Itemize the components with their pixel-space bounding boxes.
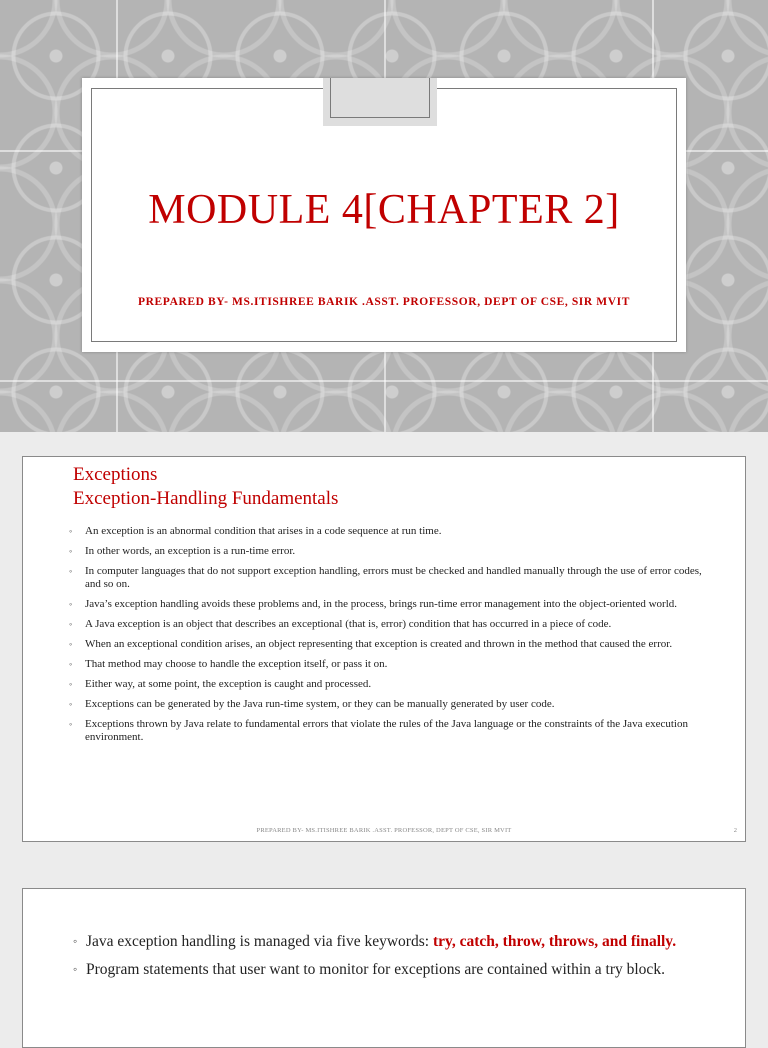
decorative-tab-frame <box>330 78 430 118</box>
page-number: 2 <box>733 827 737 834</box>
bullet-list <box>73 931 703 987</box>
list-item <box>73 931 703 952</box>
bullet-marker: ◦ <box>69 699 73 709</box>
list-item <box>69 618 709 631</box>
title-slide <box>0 0 768 432</box>
bullet-marker: ◦ <box>69 679 73 689</box>
slide-footer: PREPARED BY- MS.ITISHREE BARIK .ASST. PROFESSOR, DEPT OF CSE, SIR MVIT <box>256 827 512 834</box>
decorative-tab <box>323 78 437 126</box>
bullet-text: Exceptions thrown by Java relate to fundamental errors that violate the rules of the Java language or the constraints of the Java execution environment. <box>85 718 688 743</box>
bullet-text: When an exceptional condition arises, an object representing that exception is created and thrown in the method that caused the error. <box>85 638 673 650</box>
bullet-text: In computer languages that do not support exception handling, errors must be checked and handled manually through the use of error codes, and so on. <box>85 565 702 590</box>
bullet-list <box>69 525 709 751</box>
bullet-text: Java’s exception handling avoids these problems and, in the process, brings run-time error management into the object-oriented world. <box>85 598 678 610</box>
bullet-marker: ◦ <box>73 934 78 948</box>
heading-line-2: Exception-Handling Fundamentals <box>73 488 339 509</box>
bullet-marker: ◦ <box>69 619 73 629</box>
bullet-text: Program statements that user want to monitor for exceptions are contained within a try block. <box>86 961 665 978</box>
title-card <box>82 78 686 352</box>
bullet-text: An exception is an abnormal condition that arises in a code sequence at run time. <box>85 525 442 537</box>
list-item <box>69 638 709 651</box>
list-item <box>69 565 709 591</box>
exceptions-slide <box>22 456 746 842</box>
bullet-marker: ◦ <box>69 719 73 729</box>
list-item <box>69 598 709 611</box>
bullet-text: In other words, an exception is a run-time error. <box>85 545 296 557</box>
bullet-text: A Java exception is an object that describes an exceptional (that is, error) condition that has occurred in a piece of code. <box>85 618 612 630</box>
keyword-highlight: try, catch, throw, throws, and finally. <box>432 933 677 950</box>
slide-subtitle: PREPARED BY- MS.ITISHREE BARIK .ASST. PROFESSOR, DEPT OF CSE, SIR MVIT <box>138 296 630 308</box>
list-item <box>69 698 709 711</box>
list-item <box>73 959 703 980</box>
list-item <box>69 525 709 538</box>
keywords-slide <box>22 888 746 1048</box>
bullet-marker: ◦ <box>69 566 73 576</box>
bullet-text: Java exception handling is managed via five keywords: <box>86 933 433 950</box>
list-item <box>69 718 709 744</box>
list-item <box>69 658 709 671</box>
bullet-marker: ◦ <box>69 546 73 556</box>
bullet-marker: ◦ <box>73 962 78 976</box>
bullet-text: Exceptions can be generated by the Java run-time system, or they can be manually generated by user code. <box>85 698 555 710</box>
bullet-marker: ◦ <box>69 599 73 609</box>
bullet-marker: ◦ <box>69 659 73 669</box>
bullet-text: That method may choose to handle the exception itself, or pass it on. <box>85 658 388 670</box>
heading-line-1: Exceptions <box>73 464 158 485</box>
bullet-text: Either way, at some point, the exception is caught and processed. <box>85 678 372 690</box>
bullet-marker: ◦ <box>69 639 73 649</box>
slide-title: MODULE 4[CHAPTER 2] <box>148 187 620 233</box>
list-item <box>69 545 709 558</box>
pattern-divider <box>0 380 768 382</box>
slide-heading <box>73 463 338 511</box>
list-item <box>69 678 709 691</box>
bullet-marker: ◦ <box>69 526 73 536</box>
